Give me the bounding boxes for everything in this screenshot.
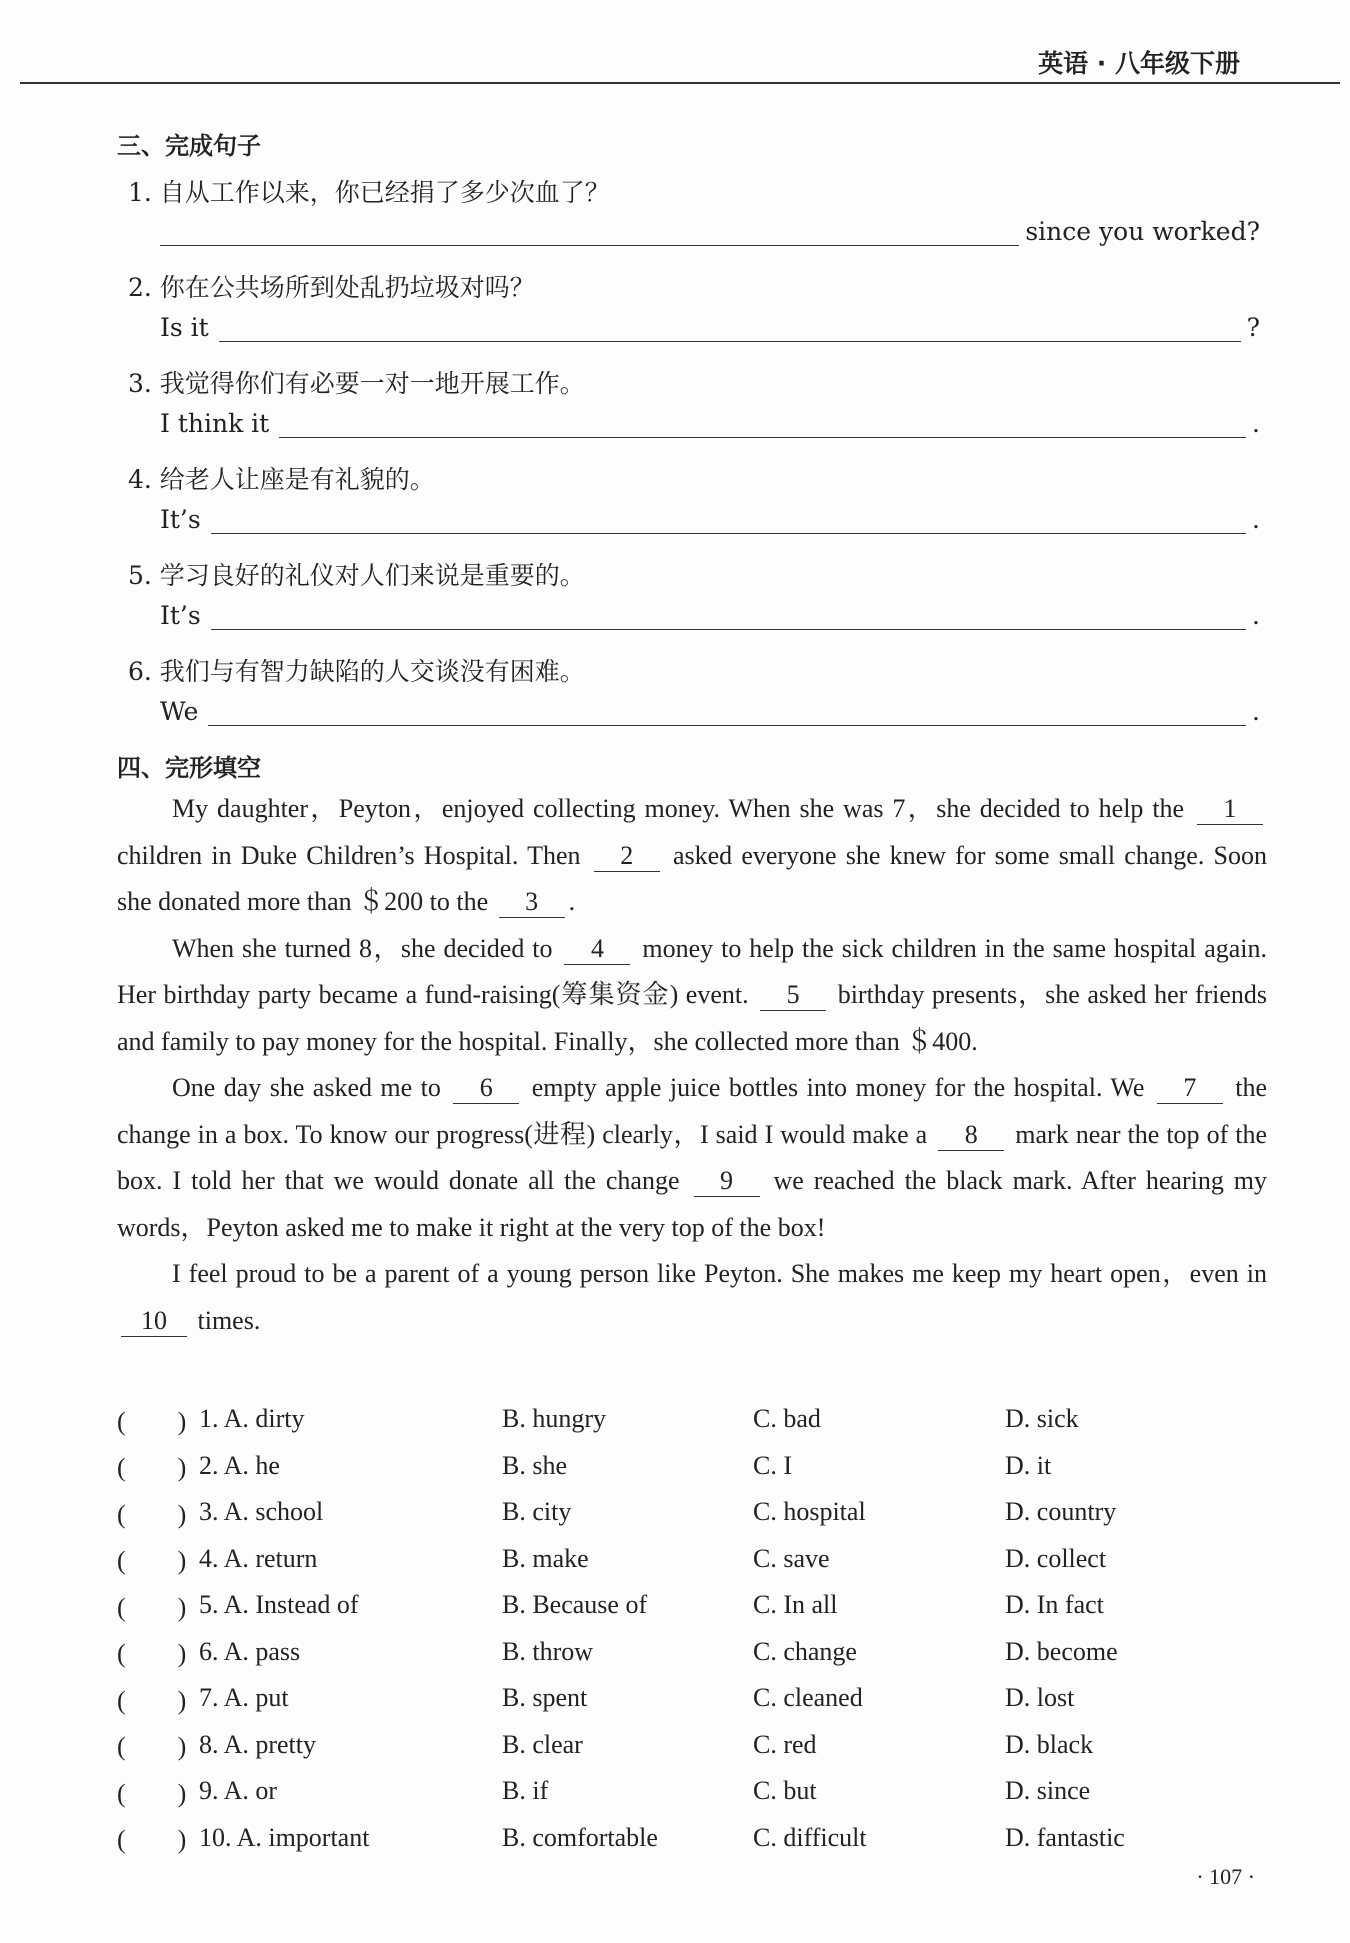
gap-1[interactable]: 1 — [1197, 794, 1263, 825]
answer-paren[interactable]: ( ) — [117, 1732, 187, 1762]
option-c: C. bad — [753, 1404, 821, 1434]
option-c: C. change — [753, 1636, 857, 1666]
answer-paren[interactable]: ( ) — [117, 1825, 187, 1855]
answer-paren[interactable]: ( ) — [117, 1592, 187, 1622]
option-b: B. clear — [502, 1729, 583, 1759]
gap-2[interactable]: 2 — [594, 841, 660, 872]
option-c: C. hospital — [753, 1497, 866, 1527]
question-2-answer-line — [160, 306, 1260, 342]
option-b: B. throw — [502, 1636, 593, 1666]
question-2-chinese: 2. 你在公共场所到处乱扔垃圾对吗？ — [128, 273, 535, 302]
gap-8[interactable]: 8 — [938, 1120, 1004, 1151]
option-a: 5. A. Instead of — [199, 1590, 359, 1620]
option-b: B. Because of — [502, 1590, 648, 1620]
question-1-chinese: 1. 自从工作以来，你已经捐了多少次血了？ — [128, 178, 610, 207]
answer-blank[interactable] — [160, 217, 1019, 246]
gap-5[interactable]: 5 — [760, 980, 826, 1011]
section-title-complete-sentences: 三、完成句子 — [117, 132, 261, 160]
option-a: 2. A. he — [199, 1450, 280, 1480]
option-d: D. it — [1005, 1450, 1052, 1480]
option-c: C. In all — [753, 1590, 838, 1620]
gap-6[interactable]: 6 — [453, 1073, 519, 1104]
gap-9[interactable]: 9 — [694, 1166, 760, 1197]
option-b: B. hungry — [502, 1404, 606, 1434]
gap-7[interactable]: 7 — [1157, 1073, 1223, 1104]
option-b: B. if — [502, 1776, 549, 1806]
question-3-answer-line — [160, 402, 1260, 438]
question-6-prefix: We — [160, 697, 199, 726]
passage-paragraph-2: When she turned 8，she decided to 4 money to help the sick children in the same hospital again. Her birthday party became a fund-raising(筹集资金) event. 5 birthday presents，she asked her friends and family to pay money for the hospital. Finally，she collected more than ＄400. — [117, 933, 1268, 1056]
question-3-prefix: I think it — [160, 409, 270, 438]
option-d: D. country — [1005, 1497, 1117, 1527]
option-c: C. cleaned — [753, 1683, 863, 1713]
option-c: C. but — [753, 1776, 817, 1806]
answer-blank[interactable] — [211, 505, 1246, 534]
option-row — [117, 1722, 1267, 1769]
option-c: C. difficult — [753, 1822, 867, 1852]
question-4-chinese: 4. 给老人让座是有礼貌的。 — [128, 465, 435, 494]
option-row — [117, 1582, 1267, 1629]
question-3-chinese: 3. 我觉得你们有必要一对一地开展工作。 — [128, 369, 585, 398]
option-b: B. make — [502, 1543, 589, 1573]
answer-options — [117, 1396, 1267, 1861]
question-6-chinese: 6. 我们与有智力缺陷的人交谈没有困难。 — [128, 657, 585, 686]
option-c: C. I — [753, 1450, 792, 1480]
option-row — [117, 1536, 1267, 1583]
question-5-answer-line — [160, 594, 1260, 630]
option-a: 7. A. put — [199, 1683, 289, 1713]
option-a: 4. A. return — [199, 1543, 318, 1573]
option-c: C. red — [753, 1729, 817, 1759]
question-2-suffix: ? — [1246, 313, 1260, 342]
option-a: 3. A. school — [199, 1497, 324, 1527]
question-1-suffix: since you worked? — [1025, 217, 1260, 246]
answer-paren[interactable]: ( ) — [117, 1685, 187, 1715]
answer-paren[interactable]: ( ) — [117, 1499, 187, 1529]
option-d: D. sick — [1005, 1404, 1079, 1434]
question-5-suffix: . — [1252, 601, 1260, 630]
option-a: 9. A. or — [199, 1776, 277, 1806]
passage-paragraph-4: I feel proud to be a parent of a young person like Peyton. She makes me keep my heart open，even in 10 times. — [117, 1251, 1267, 1344]
option-a: 1. A. dirty — [199, 1404, 305, 1434]
option-d: D. fantastic — [1005, 1822, 1125, 1852]
option-row — [117, 1768, 1267, 1815]
gap-10[interactable]: 10 — [121, 1306, 187, 1337]
option-row — [117, 1815, 1267, 1862]
option-d: D. black — [1005, 1729, 1094, 1759]
option-row — [117, 1489, 1267, 1536]
option-d: D. lost — [1005, 1683, 1075, 1713]
header-rule — [20, 82, 1340, 84]
section-title-cloze: 四、完形填空 — [117, 754, 261, 782]
option-b: B. city — [502, 1497, 572, 1527]
answer-blank[interactable] — [219, 313, 1241, 342]
option-a: 10. A. important — [199, 1822, 370, 1852]
question-4-prefix: It’s — [160, 505, 201, 534]
answer-paren[interactable]: ( ) — [117, 1778, 187, 1808]
option-d: D. become — [1005, 1636, 1118, 1666]
question-4-answer-line — [160, 498, 1260, 534]
option-b: B. spent — [502, 1683, 588, 1713]
passage-paragraph-3: One day she asked me to 6 empty apple juice bottles into money for the hospital. We 7 the change in a box. To know our progress(进程) clearly，I said I would make a 8 mark near the top of the box. I told her that we would donate all the change 9 we reached the black mark. After hearing my words，Peyton asked me to make it right at the very top of the box! — [117, 1073, 1268, 1242]
page-number: · 107 · — [1196, 1864, 1255, 1889]
option-b: B. comfortable — [502, 1822, 658, 1852]
answer-paren[interactable]: ( ) — [117, 1406, 187, 1436]
answer-blank[interactable] — [211, 601, 1246, 630]
answer-paren[interactable]: ( ) — [117, 1546, 187, 1576]
question-2-prefix: Is it — [160, 313, 209, 342]
option-row — [117, 1396, 1267, 1443]
option-row — [117, 1443, 1267, 1490]
passage-paragraph-1: My daughter，Peyton，enjoyed collecting money. When she was 7，she decided to help the 1 children in Duke Children’s Hospital. Then 2 asked everyone she knew for some small change. Soon she donated more than ＄200 to the 3 . — [117, 794, 1267, 916]
gap-4[interactable]: 4 — [564, 934, 630, 965]
option-row — [117, 1675, 1267, 1722]
option-b: B. she — [502, 1450, 567, 1480]
answer-blank[interactable] — [208, 697, 1246, 726]
question-5-prefix: It’s — [160, 601, 201, 630]
header-title: 英语 · 八年级下册 — [1038, 49, 1240, 78]
answer-paren[interactable]: ( ) — [117, 1639, 187, 1669]
option-d: D. collect — [1005, 1543, 1107, 1573]
option-d: D. since — [1005, 1776, 1091, 1806]
question-4-suffix: . — [1252, 505, 1260, 534]
gap-3[interactable]: 3 — [499, 887, 565, 918]
option-a: 6. A. pass — [199, 1636, 301, 1666]
option-c: C. save — [753, 1543, 830, 1573]
cloze-passage — [117, 786, 1267, 1344]
option-d: D. In fact — [1005, 1590, 1104, 1620]
question-1-answer-line — [160, 210, 1260, 246]
option-a: 8. A. pretty — [199, 1729, 316, 1759]
answer-blank[interactable] — [279, 409, 1246, 438]
question-6-answer-line — [160, 690, 1260, 726]
question-6-suffix: . — [1252, 697, 1260, 726]
question-5-chinese: 5. 学习良好的礼仪对人们来说是重要的。 — [128, 561, 585, 590]
answer-paren[interactable]: ( ) — [117, 1453, 187, 1483]
question-3-suffix: . — [1252, 409, 1260, 438]
option-row — [117, 1629, 1267, 1676]
